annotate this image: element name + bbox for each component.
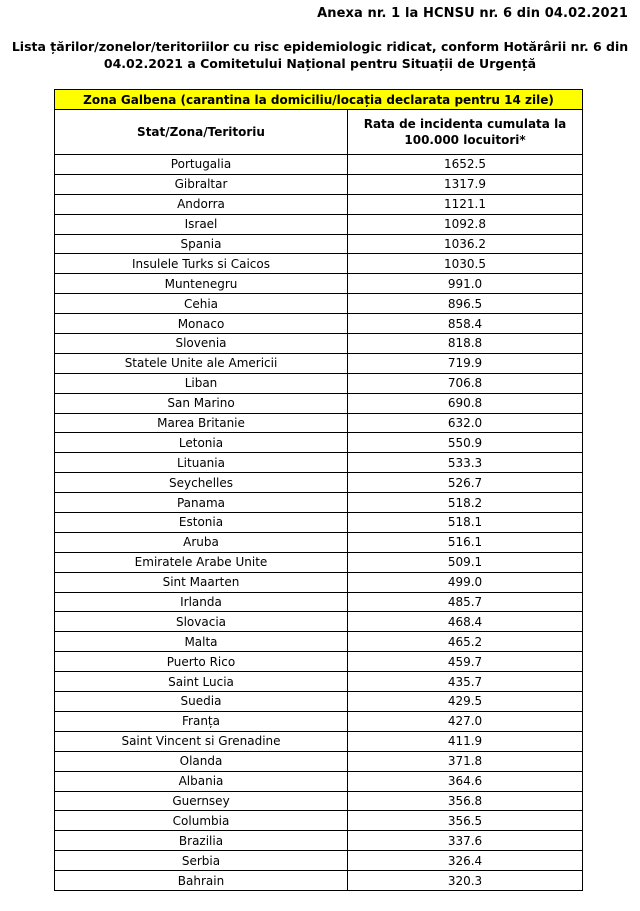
country-cell: Letonia [55,433,348,453]
country-cell: Lituania [55,453,348,473]
rate-cell: 429.5 [348,692,583,712]
country-cell: Saint Vincent si Grenadine [55,731,348,751]
table-body [55,155,583,891]
country-cell: Muntenegru [55,274,348,294]
country-cell: Saint Lucia [55,672,348,692]
annex-reference: Anexa nr. 1 la HCNSU nr. 6 din 04.02.2021 [317,6,628,21]
rate-cell: 550.9 [348,433,583,453]
table-row [55,155,583,175]
rate-cell: 509.1 [348,552,583,572]
country-cell: Franța [55,711,348,731]
rate-cell: 858.4 [348,314,583,334]
rate-cell: 371.8 [348,751,583,771]
table-row [55,672,583,692]
table-row [55,731,583,751]
table-row [55,751,583,771]
rate-cell: 364.6 [348,771,583,791]
table-row [55,393,583,413]
country-cell: Brazilia [55,831,348,851]
country-cell: Emiratele Arabe Unite [55,552,348,572]
table-row [55,572,583,592]
rate-cell: 518.2 [348,493,583,513]
country-cell: Cehia [55,294,348,314]
rate-cell: 326.4 [348,851,583,871]
table-row [55,174,583,194]
table-row [55,771,583,791]
country-cell: Serbia [55,851,348,871]
table-row [55,513,583,533]
country-cell: Andorra [55,194,348,214]
table-row [55,373,583,393]
document-title [10,38,630,72]
rate-cell: 356.5 [348,811,583,831]
country-cell: Bahrain [55,871,348,891]
table-row [55,612,583,632]
table-row [55,871,583,891]
table-row [55,532,583,552]
country-cell: Albania [55,771,348,791]
rate-cell: 465.2 [348,632,583,652]
country-cell: Monaco [55,314,348,334]
rate-cell: 818.8 [348,334,583,354]
rate-cell: 411.9 [348,731,583,751]
table-row [55,194,583,214]
rate-cell: 533.3 [348,453,583,473]
rate-cell: 896.5 [348,294,583,314]
table-row [55,851,583,871]
country-cell: Gibraltar [55,174,348,194]
table-row [55,592,583,612]
rate-cell: 1121.1 [348,194,583,214]
title-line-1: Lista țărilor/zonelor/teritoriilor cu risc epidemiologic ridicat, conform Hotărârii nr. 6 din [11,39,629,54]
table-row [55,274,583,294]
table-row [55,692,583,712]
table-row [55,473,583,493]
rate-cell: 991.0 [348,274,583,294]
rate-cell: 1317.9 [348,174,583,194]
country-cell: Seychelles [55,473,348,493]
column-header-rate-line-2: 100.000 locuitori* [404,133,526,147]
table-row [55,334,583,354]
table-row [55,632,583,652]
table-row [55,413,583,433]
table-row [55,552,583,572]
country-cell: Portugalia [55,155,348,175]
risk-table-container [54,89,582,891]
rate-cell: 1030.5 [348,254,583,274]
table-row [55,453,583,473]
zone-header-row [55,90,583,110]
country-cell: Olanda [55,751,348,771]
country-cell: Marea Britanie [55,413,348,433]
country-cell: Estonia [55,513,348,533]
rate-cell: 632.0 [348,413,583,433]
country-cell: Insulele Turks si Caicos [55,254,348,274]
column-header-country: Stat/Zona/Teritoriu [55,110,348,155]
rate-cell: 320.3 [348,871,583,891]
country-cell: Statele Unite ale Americii [55,353,348,373]
risk-table [54,89,583,891]
country-cell: Slovacia [55,612,348,632]
rate-cell: 516.1 [348,532,583,552]
zone-label: Zona Galbena (carantina la domiciliu/locația declarata pentru 14 zile) [55,90,583,110]
table-row [55,711,583,731]
table-row [55,254,583,274]
title-line-2: 04.02.2021 a Comitetului Național pentru Situații de Urgență [103,56,537,71]
country-cell: Malta [55,632,348,652]
column-header-rate-line-1: Rata de incidenta cumulata la [363,117,567,131]
country-cell: Suedia [55,692,348,712]
rate-cell: 1652.5 [348,155,583,175]
rate-cell: 518.1 [348,513,583,533]
table-row [55,214,583,234]
country-cell: Liban [55,373,348,393]
country-cell: Aruba [55,532,348,552]
country-cell: Spania [55,234,348,254]
rate-cell: 1036.2 [348,234,583,254]
table-row [55,831,583,851]
column-header-rate [348,110,583,155]
country-cell: Slovenia [55,334,348,354]
rate-cell: 1092.8 [348,214,583,234]
rate-cell: 526.7 [348,473,583,493]
rate-cell: 427.0 [348,711,583,731]
country-cell: Sint Maarten [55,572,348,592]
rate-cell: 356.8 [348,791,583,811]
rate-cell: 719.9 [348,353,583,373]
rate-cell: 485.7 [348,592,583,612]
table-row [55,234,583,254]
table-row [55,791,583,811]
country-cell: Puerto Rico [55,652,348,672]
country-cell: Panama [55,493,348,513]
rate-cell: 459.7 [348,652,583,672]
rate-cell: 690.8 [348,393,583,413]
rate-cell: 468.4 [348,612,583,632]
table-row [55,314,583,334]
rate-cell: 435.7 [348,672,583,692]
table-row [55,811,583,831]
rate-cell: 499.0 [348,572,583,592]
country-cell: Irlanda [55,592,348,612]
country-cell: Israel [55,214,348,234]
rate-cell: 337.6 [348,831,583,851]
country-cell: Columbia [55,811,348,831]
country-cell: Guernsey [55,791,348,811]
country-cell: San Marino [55,393,348,413]
table-row [55,353,583,373]
rate-cell: 706.8 [348,373,583,393]
column-header-row [55,110,583,155]
table-row [55,433,583,453]
table-row [55,294,583,314]
table-row [55,652,583,672]
table-row [55,493,583,513]
